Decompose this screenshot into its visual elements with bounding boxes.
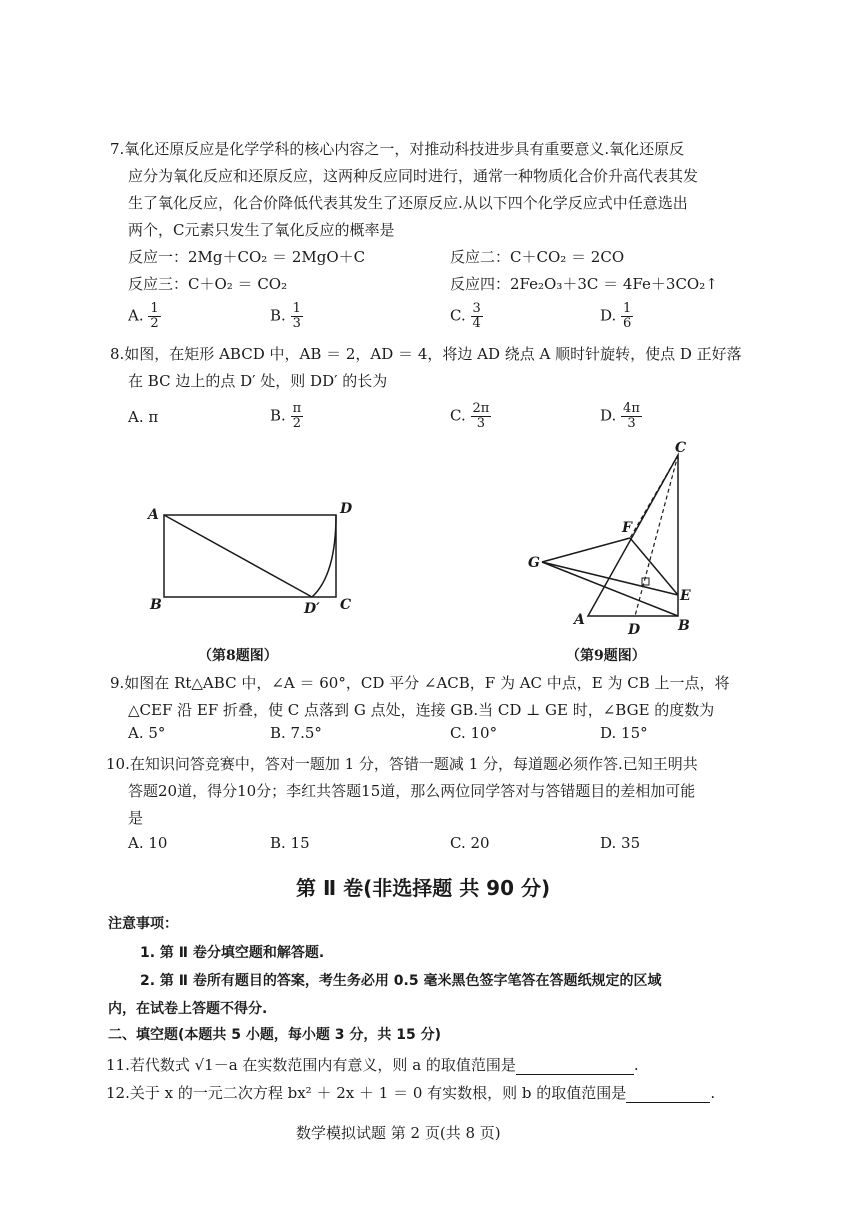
q7-line3: 生了氧化反应，化合价降低代表其发生了还原反应.从以下四个化学反应式中任意选出 [128,194,688,212]
fraction: $\frac{2\pi}{3}$ [472,401,490,431]
q7-option-a: A. $\frac{1}{2}$ [128,301,159,331]
q9-line2: △CEF 沿 EF 折叠，使 C 点落到 G 点处，连接 GB.当 CD ⊥ GE 时，∠BGE 的度数为 [128,701,715,719]
q10-option-b: B. 15 [270,834,310,852]
q8-line1: 8.如图，在矩形 ABCD 中，AB ＝ 2，AD ＝ 4，将边 AD 绕点 A 顺时针旋转，使点 D 正好落 [110,345,742,363]
part-2-heading: 二、填空题(本题共 5 小题，每小题 3 分，共 15 分) [108,1027,442,1043]
q8-option-d: D. $\frac{4\pi}{3}$ [600,401,640,431]
q12: 12.关于 x 的一元二次方程 bx² ＋ 2x ＋ 1 ＝ 0 有实数根，则 b 的取值范围是 . [106,1084,716,1102]
q8-option-a: A. π [128,408,159,426]
q7-option-d: D. $\frac{1}{6}$ [600,301,632,331]
fraction: $\frac{1}{2}$ [150,301,159,331]
label-b: B [150,597,162,613]
figure-9 [520,440,710,640]
fraction: $\frac{1}{3}$ [292,301,301,331]
q9-option-d: D. 15° [600,724,648,742]
q9-option-b: B. 7.5° [270,724,322,742]
figure-8 [140,495,370,625]
arc-dd-prime [312,515,336,597]
segment-ge [542,562,678,595]
label-c: C [340,597,352,613]
label-a: A [148,507,159,523]
rectangle-abcd [164,515,336,597]
label-d-prime: D′ [304,601,320,617]
label-a: A [574,612,585,628]
fraction: $\frac{1}{6}$ [623,301,632,331]
segment-gf [542,538,630,562]
q10-option-c: C. 20 [450,834,490,852]
label-d: D [628,622,641,638]
q10-line3: 是 [128,809,144,827]
label-e: E [680,588,691,604]
q9-option-c: C. 10° [450,724,498,742]
label-b: B [678,618,690,634]
label-f: F [622,520,632,536]
q10-option-d: D. 35 [600,834,641,852]
segment-cd [635,455,678,616]
figure-9-caption: （第9题图） [566,648,646,664]
section-2-title: 第 Ⅱ 卷(非选择题 共 90 分) [296,876,551,900]
q10-line1: 10.在知识问答竞赛中，答对一题加 1 分，答错一题减 1 分，每道题必须作答.已知王明共 [106,755,698,773]
page-footer: 数学模拟试题 第 2 页(共 8 页) [296,1124,501,1142]
label-d: D [340,501,353,517]
figure-8-caption: （第8题图） [198,648,278,664]
label-g: G [528,555,540,571]
q8-line2: 在 BC 边上的点 D′ 处，则 DD′ 的长为 [128,372,388,390]
q8-option-b: B. $\frac{\pi}{2}$ [270,401,302,431]
q11-answer-blank[interactable] [516,1058,634,1075]
q7-option-b: B. $\frac{1}{3}$ [270,301,301,331]
q7-reaction2: 反应二：C＋CO₂ ＝ 2CO [450,248,625,266]
label-c: C [675,440,687,456]
q7-reaction1: 反应一：2Mg＋CO₂ ＝ 2MgO＋C [128,248,366,266]
q7-line2: 应分为氧化反应和还原反应，这两种反应同时进行，通常一种物质化合价升高代表其发 [128,167,699,185]
q12-text: 12.关于 x 的一元二次方程 bx² ＋ 2x ＋ 1 ＝ 0 有实数根，则 b 的取值范围是 [106,1084,627,1102]
q7-option-c: C. $\frac{3}{4}$ [450,301,481,331]
q10-line2: 答题20道，得分10分；李红共答题15道，那么两位同学答对与答错题目的差相加可能 [128,782,696,800]
fraction: $\frac{\pi}{2}$ [292,401,302,431]
q8-option-c: C. $\frac{2\pi}{3}$ [450,401,490,431]
q11-text: 11.若代数式 √1－a 在实数范围内有意义，则 a 的取值范围是 [106,1056,516,1074]
fraction: $\frac{3}{4}$ [472,301,481,331]
q7-line4: 两个，C元素只发生了氧化反应的概率是 [128,221,395,239]
q12-answer-blank[interactable] [626,1086,710,1103]
notes-item-2b: 内，在试卷上答题不得分. [108,1001,268,1017]
q11: 11.若代数式 √1－a 在实数范围内有意义，则 a 的取值范围是 . [106,1056,639,1074]
q7-reaction3: 反应三：C＋O₂ ＝ CO₂ [128,275,288,293]
notes-heading: 注意事项： [108,916,178,932]
q7-reaction4: 反应四：2Fe₂O₃＋3C ＝ 4Fe＋3CO₂↑ [450,275,718,293]
q10-option-a: A. 10 [128,834,168,852]
segment-ad-prime [164,515,312,597]
fraction: $\frac{4\pi}{3}$ [623,401,640,431]
notes-item-1: 1. 第 Ⅱ 卷分填空题和解答题. [140,945,325,961]
q7-line1: 7.氧化还原反应是化学学科的核心内容之一，对推动科技进步具有重要意义.氧化还原反 [110,140,685,158]
q9-option-a: A. 5° [128,724,166,742]
q9-line1: 9.如图在 Rt△ABC 中，∠A ＝ 60°，CD 平分 ∠ACB，F 为 AC 中点，E 为 CB 上一点，将 [110,674,730,692]
notes-item-2a: 2. 第 Ⅱ 卷所有题目的答案，考生务必用 0.5 毫米黑色签字笔答在答题纸规定的区域 [140,973,662,989]
